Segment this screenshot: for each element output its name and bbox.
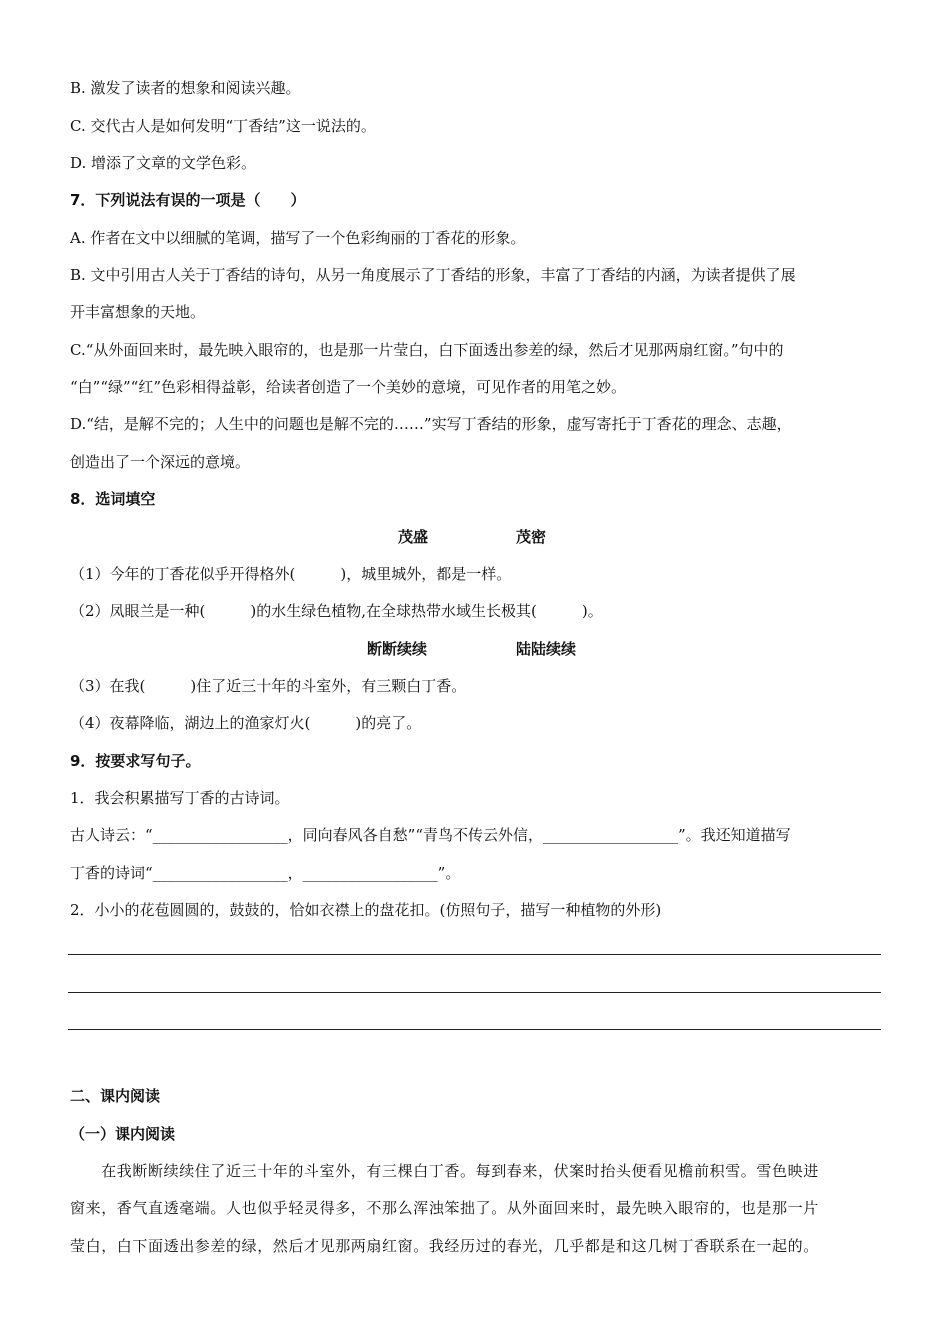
q9-sub-1: 1．我会积累描写丁香的古诗词。 xyxy=(70,789,290,807)
q7-option-c-line1: C.“从外面回来时，最先映入眼帘的，也是那一片莹白，白下面透出参差的绿，然后才见那两扇红窗。”句中的 xyxy=(70,341,784,359)
q7-option-b-line2: 开丰富想象的天地。 xyxy=(70,303,206,321)
q8-word-choice-1a: 茂盛 xyxy=(398,528,429,546)
answer-line-2[interactable] xyxy=(68,992,881,993)
section-2-subtitle: （一）课内阅读 xyxy=(70,1125,176,1143)
q7-option-d-line2: 创造出了一个深远的意境。 xyxy=(70,453,251,471)
q8-item-4: （4）夜幕降临，湖边上的渔家灯火( )的亮了。 xyxy=(70,714,422,732)
q8-item-1: （1）今年的丁香花似乎开得格外( )，城里城外，都是一样。 xyxy=(70,565,512,583)
q9-title: 9．按要求写句子。 xyxy=(70,752,201,770)
q8-word-choice-2b: 陆陆续续 xyxy=(516,640,577,658)
q7-title: 7．下列说法有误的一项是（ ） xyxy=(70,191,306,209)
q6-option-c: C. 交代古人是如何发明“丁香结”这一说法的。 xyxy=(70,117,376,135)
q8-item-3: （3）在我( )住了近三十年的斗室外，有三颗白丁香。 xyxy=(70,677,467,695)
q7-option-b-line1: B. 文中引用古人关于丁香结的诗句，从另一角度展示了丁香结的形象，丰富了丁香结的内涵，为读者提供了展 xyxy=(70,266,796,284)
q7-option-c-line2: “白”“绿”“红”色彩相得益彰，给读者创造了一个美妙的意境，可见作者的用笔之妙。 xyxy=(70,378,627,396)
answer-line-3[interactable] xyxy=(68,1029,881,1030)
q6-option-d: D. 增添了文章的文学色彩。 xyxy=(70,154,257,172)
q8-word-choice-2a: 断断续续 xyxy=(367,640,428,658)
q8-word-choice-1b: 茂密 xyxy=(516,528,547,546)
answer-line-1[interactable] xyxy=(68,954,881,955)
q8-item-2: （2）凤眼兰是一种( )的水生绿色植物,在全球热带水域生长极其( )。 xyxy=(70,602,603,620)
reading-paragraph-line-2: 窗来，香气直透毫端。人也似乎轻灵得多，不那么浑浊笨拙了。从外面回来时，最先映入眼帘的，也是那一片 xyxy=(70,1199,819,1217)
reading-paragraph-line-3: 莹白，白下面透出参差的绿，然后才见那两扇红窗。我经历过的春光，几乎都是和这几树丁香联系在一起的。 xyxy=(70,1237,819,1255)
reading-paragraph-line-1: 在我断断续续住了近三十年的斗室外，有三棵白丁香。每到春来，伏案时抬头便看见檐前积雪。雪色映进 xyxy=(70,1162,819,1180)
q7-option-a: A. 作者在文中以细腻的笔调，描写了一个色彩绚丽的丁香花的形象。 xyxy=(70,229,526,247)
q9-sub-2: 2．小小的花苞圆圆的，鼓鼓的，恰如衣襟上的盘花扣。(仿照句子，描写一种植物的外形) xyxy=(70,901,662,919)
q7-option-d-line1: D.“结，是解不完的；人生中的问题也是解不完的……”实写丁香结的形象，虚写寄托于丁香花的理念、志趣， xyxy=(70,415,792,433)
q8-title: 8．选词填空 xyxy=(70,490,156,508)
q6-option-b: B. 激发了读者的想象和阅读兴趣。 xyxy=(70,79,301,97)
section-2-title: 二、课内阅读 xyxy=(70,1087,161,1105)
q9-poem-line-1: 古人诗云：“__________________，同向春风各自愁”“青鸟不传云外信，__________________”。我还知道描写 xyxy=(70,826,791,844)
q9-poem-line-2: 丁香的诗词“__________________，__________________”。 xyxy=(70,864,461,882)
